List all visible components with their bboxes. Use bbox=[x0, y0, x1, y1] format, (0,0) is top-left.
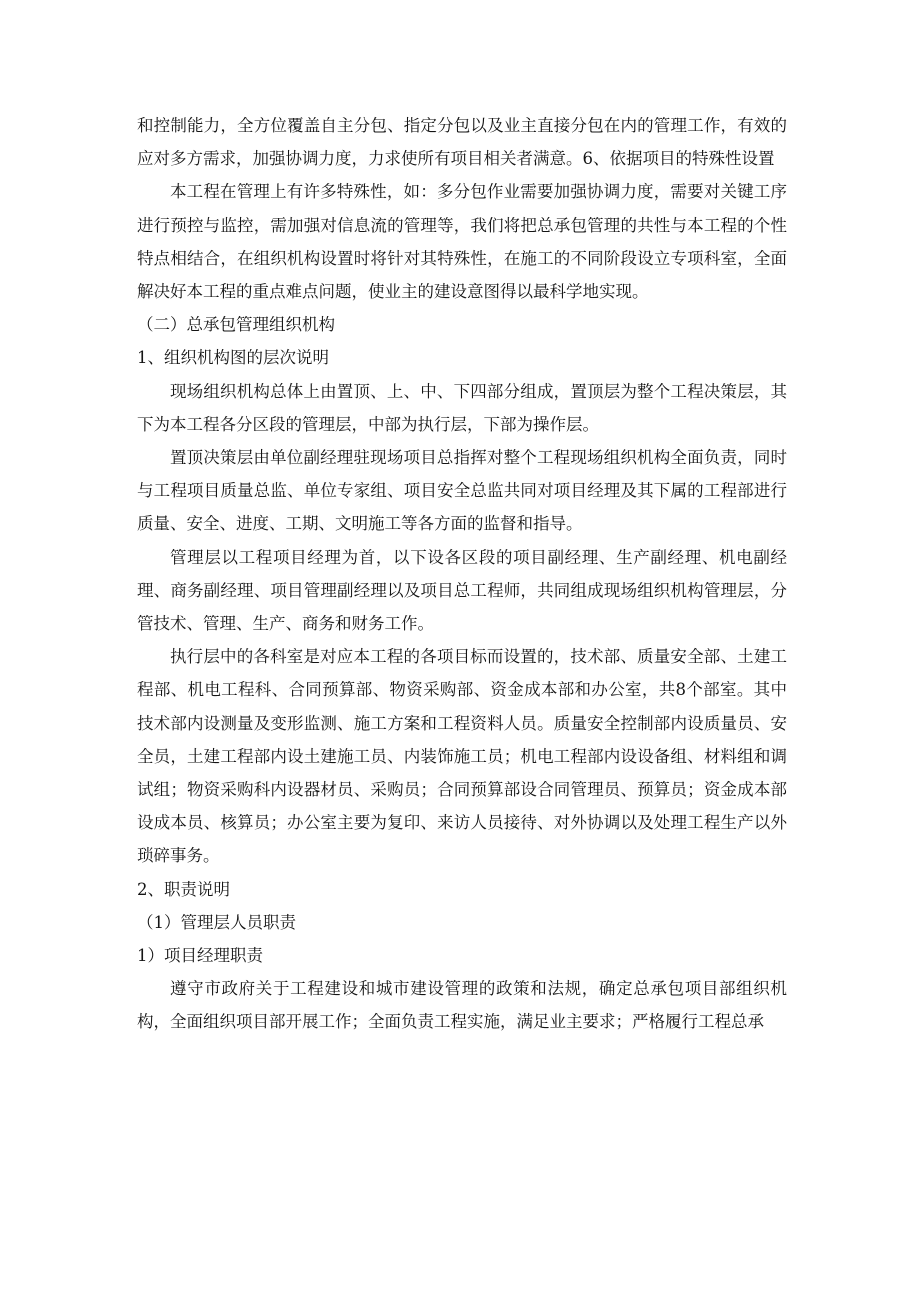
paragraph-management-layer: 管理层以工程项目经理为首，以下设各区段的项目副经理、生产副经理、机电副经理、商务副经理、项目管理副经理以及项目总工程师，共同组成现场组织机构管理层，分管技术、管理、生产、商务和财务工作。 bbox=[137, 547, 787, 634]
paragraph-pm-duties: 遵守市政府关于工程建设和城市建设管理的政策和法规，确定总承包项目部组织机构，全面组织项目部开展工作；全面负责工程实施，满足业主要求；严格履行工程总承 bbox=[137, 979, 787, 1032]
subsection-heading-pm-duties: 1）项目经理职责 bbox=[137, 946, 263, 966]
subsection-heading-duties: 2、职责说明 bbox=[137, 879, 230, 899]
section-heading-org-structure: （二）总承包管理组织机构 bbox=[137, 315, 335, 335]
paragraph-execution-layer: 执行层中的各科室是对应本工程的各项目标而设置的，技术部、质量安全部、土建工程部、机电工程科、合同预算部、物资采购部、资金成本部和办公室，共8个部室。其中技术部内设测量及变形监测、施工方案和工程资料人员。质量安全控制部内设质量员、安全员，土建工程部内设土建施工员、内装饰施工员；机电工程部内设设备组、材料组和调试组；物资采购科内设器材员、采购员；合同预算部设合同管理员、预算员；资金成本部设成本员、核算员；办公室主要为复印、来访人员接待、对外协调以及处理工程生产以外琐碎事务。 bbox=[137, 647, 787, 866]
paragraph-decision-layer: 置顶决策层由单位副经理驻现场项目总指挥对整个工程现场组织机构全面负责，同时与工程项目质量总监、单位专家组、项目安全总监共同对项目经理及其下属的工程部进行质量、安全、进度、工期、文明施工等各方面的监督和指导。 bbox=[137, 448, 787, 534]
document-body bbox=[137, 109, 787, 1039]
paragraph-continuation: 和控制能力，全方位覆盖自主分包、指定分包以及业主直接分包在内的管理工作，有效的应对多方需求，加强协调力度，力求使所有项目相关者满意。6、依据项目的特殊性设置 bbox=[137, 116, 787, 169]
subsection-heading-management-duties: （1）管理层人员职责 bbox=[137, 912, 296, 932]
subsection-heading-hierarchy: 1、组织机构图的层次说明 bbox=[137, 348, 329, 368]
paragraph-special-features: 本工程在管理上有许多特殊性，如：多分包作业需要加强协调力度，需要对关键工序进行预控与监控，需加强对信息流的管理等，我们将把总承包管理的共性与本工程的个性特点相结合，在组织机构设置时将针对其特殊性，在施工的不同阶段设立专项科室，全面解决好本工程的重点难点问题，使业主的建设意图得以最科学地实现。 bbox=[137, 182, 787, 302]
paragraph-four-levels: 现场组织机构总体上由置顶、上、中、下四部分组成，置顶层为整个工程决策层，其下为本工程各分区段的管理层，中部为执行层，下部为操作层。 bbox=[137, 381, 787, 434]
